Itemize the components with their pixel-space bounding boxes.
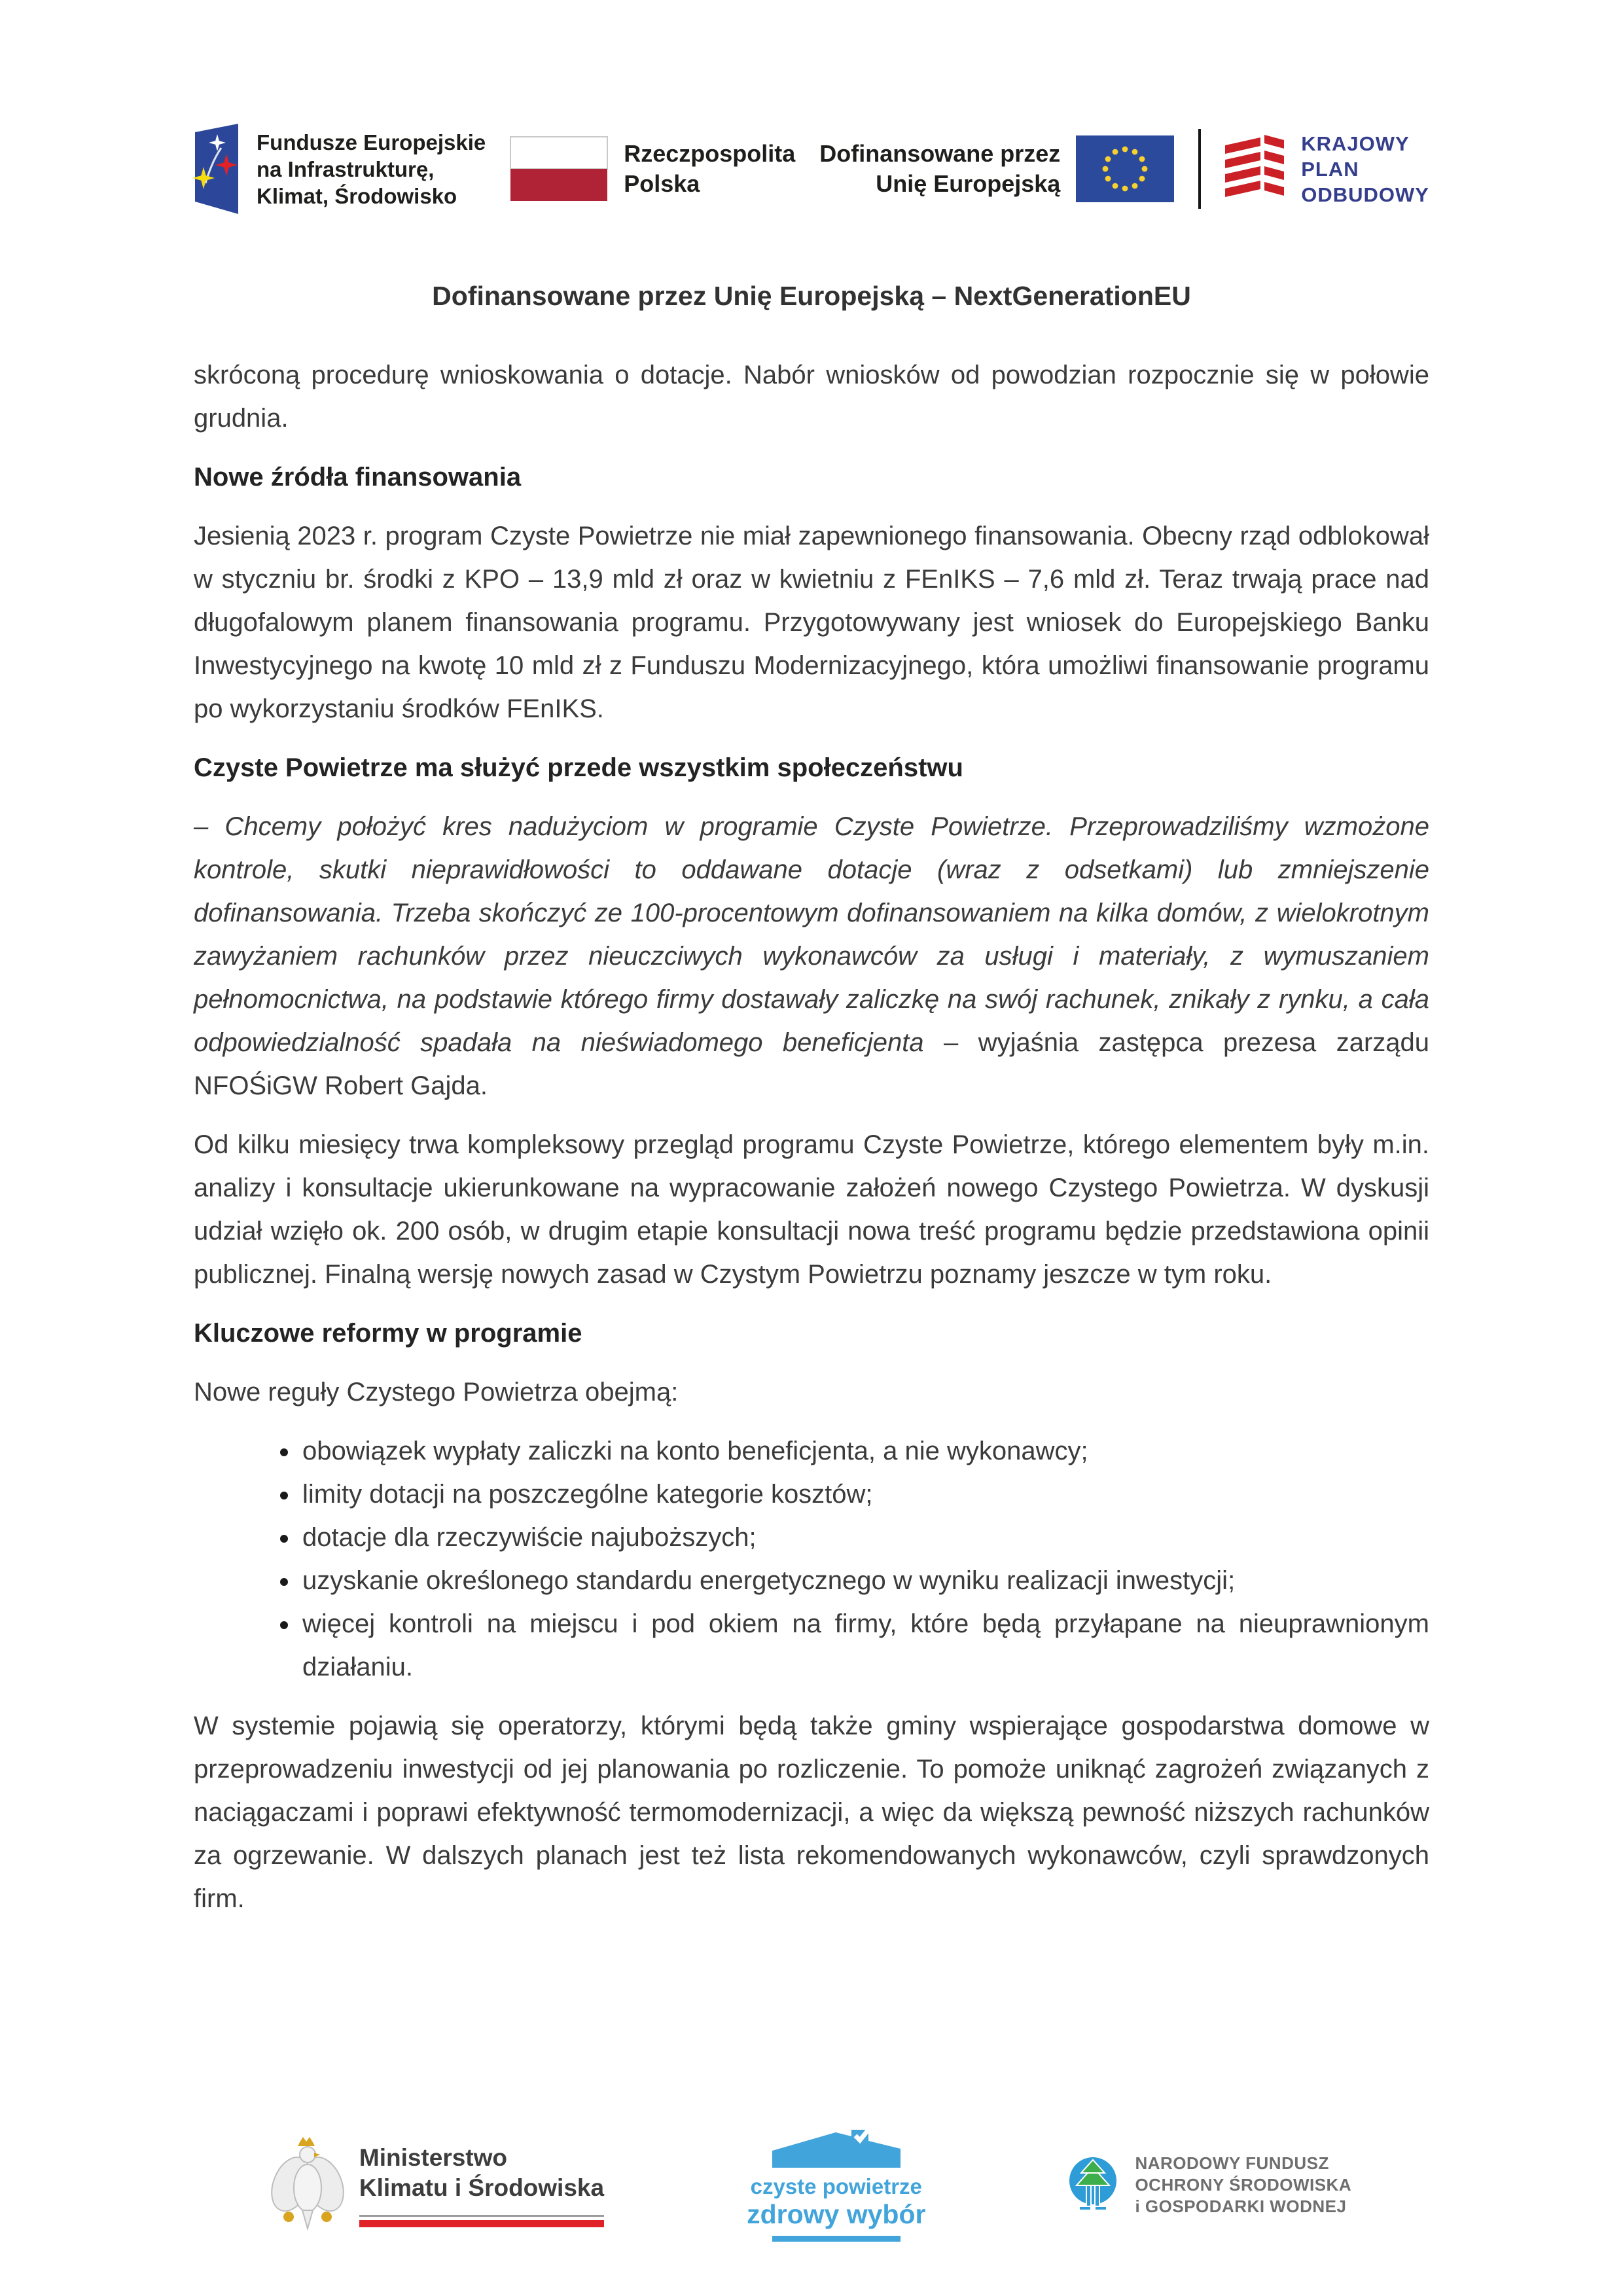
quote-paragraph — [194, 805, 1429, 1107]
eu-funds-logo — [194, 123, 486, 215]
section3-intro: Nowe reguły Czystego Powietrza obejmą: — [194, 1378, 679, 1407]
quote-attribution: – wyjaśnia zastępca prezesa zarządu NFOŚiGW Robert Gajda. — [194, 1028, 1430, 1100]
reforms-list — [194, 1429, 1429, 1689]
eu-flag-icon — [1076, 135, 1174, 202]
czyste-powietrze-logo — [747, 2128, 925, 2242]
list-item-text: więcej kontroli na miejscu i pod okiem na firmy, które będą przyłapane na nieuprawnionym działaniu. — [302, 1609, 1429, 1681]
nextgeneration-banner: Dofinansowane przez Unię Europejską – NextGenerationEU — [432, 281, 1191, 311]
poland-flag-icon — [510, 136, 608, 202]
funding-logos-header — [194, 110, 1429, 228]
ministry-line2: Klimatu i Środowiska — [359, 2174, 605, 2201]
ministry-label — [359, 2143, 604, 2227]
intro-paragraph: skróconą procedurę wnioskowania o dotacje. Nabór wniosków od powodzian rozpocznie się w połowie grudnia. — [194, 361, 1429, 433]
czyste-powietrze-line2: zdrowy wybór — [747, 2199, 926, 2229]
kpo-line3: ODBUDOWY — [1301, 183, 1429, 206]
section1-paragraph: Jesienią 2023 r. program Czyste Powietrze nie miał zapewnionego finansowania. Obecny rząd odblokował w styczniu br. środki z KPO – 13,9 mld zł oraz w kwietniu z FEnIKS – 7,6 mld zł. Teraz trwają prace nad długofalowym planem finansowania programu. Przygotowywany jest wniosek do Europejskiego Banku Inwestycyjnego na kwotę 10 mld zł z Funduszu Modernizacyjnego, która umożliwi finansowanie programu po wykorzystaniu środków FEnIKS. — [194, 522, 1429, 723]
section3-paragraph: W systemie pojawią się operatorzy, którymi będą także gminy wspierające gospodarstwa domowe w przeprowadzeniu inwestycji od jej planowania po rozliczenie. To pomoże uniknąć zagrożeń związanych z naciągaczami i poprawi efektywność termomodernizacji, a więc da większą pewność niższych rachunków za ogrzewanie. W dalszych planach jest też lista rekomendowanych wykonawców, czyli sprawdzonych firm. — [194, 1712, 1429, 1913]
poland-logo-label — [624, 139, 795, 199]
eu-cofunded-label — [819, 139, 1060, 199]
kpo-logo-label — [1301, 131, 1429, 207]
nfosigw-label — [1135, 2153, 1351, 2217]
kpo-eagle-icon — [1225, 134, 1285, 204]
eu-cofunded-line2: Unię Europejską — [876, 170, 1061, 197]
list-item-text: limity dotacji na poszczególne kategorie kosztów; — [302, 1480, 873, 1509]
list-item — [300, 1516, 1429, 1559]
eu-cofunded-logo — [819, 135, 1174, 202]
section1-heading: Nowe źródła finansowania — [194, 463, 522, 492]
section3-heading: Kluczowe reformy w programie — [194, 1319, 582, 1348]
ministry-logo — [272, 2136, 604, 2235]
list-item-text: uzyskanie określonego standardu energetycznego w wyniku realizacji inwestycji; — [302, 1566, 1236, 1595]
nfosigw-logo — [1068, 2153, 1351, 2217]
list-item-text: dotacje dla rzeczywiście najuboższych; — [302, 1523, 757, 1552]
czyste-powietrze-bar — [772, 2236, 901, 2242]
kpo-line1: KRAJOWY — [1301, 132, 1410, 155]
ministry-red-rule — [359, 2220, 604, 2227]
poland-line2: Polska — [624, 170, 700, 197]
house-check-icon — [772, 2128, 901, 2168]
nfosigw-line2: OCHRONY ŚRODOWISKA — [1135, 2175, 1352, 2195]
header-divider — [1198, 129, 1201, 209]
eu-funds-logo-label — [257, 129, 486, 209]
poland-line1: Rzeczpospolita — [624, 140, 796, 167]
ministry-line1: Ministerstwo — [359, 2144, 508, 2171]
document-body — [194, 353, 1429, 1936]
eu-funds-line1: Fundusze Europejskie — [257, 130, 486, 154]
czyste-powietrze-label — [747, 2174, 925, 2229]
list-item — [300, 1473, 1429, 1516]
kpo-logo — [1225, 131, 1429, 207]
eu-funds-line2: na Infrastrukturę, — [257, 156, 435, 181]
eu-cofunded-line1: Dofinansowane przez — [819, 140, 1061, 167]
nfosigw-line3: i GOSPODARKI WODNEJ — [1135, 2197, 1347, 2216]
poland-logo — [510, 136, 795, 202]
czyste-powietrze-line1: czyste powietrze — [750, 2174, 922, 2198]
tree-circle-icon — [1068, 2157, 1118, 2214]
institution-logos-footer — [194, 2128, 1429, 2242]
section2-paragraph: Od kilku miesięcy trwa kompleksowy przegląd programu Czyste Powietrze, którego elementem były m.in. analizy i konsultacje ukierunkowane na wypracowanie założeń nowego Czystego Powietrza. W dyskusji udział wzięło ok. 200 osób, w drugim etapie konsultacji nowa treść programu będzie przedstawiona opinii publicznej. Finalną wersję nowych zasad w Czystym Powietrzu poznamy jeszcze w tym roku. — [194, 1130, 1429, 1289]
quote-italic-text: – Chcemy położyć kres nadużyciom w programie Czyste Powietrze. Przeprowadziliśmy wzmożone kontrole, skutki nieprawidłowości to oddawane dotacje (wraz z odsetkami) lub zmniejszenie dofinansowania. Trzeba skończyć ze 100-procentowym dofinansowaniem na kilka domów, z wielokrotnym zawyżaniem rachunków przez nieuczciwych wykonawców za usługi i materiały, z wymuszaniem pełnomocnictwa, na podstawie którego firmy dostawały zaliczkę na swój rachunek, znikały z rynku, a cała odpowiedzialność spadała na nieświadomego beneficjenta — [194, 812, 1429, 1057]
nfosigw-line1: NARODOWY FUNDUSZ — [1135, 2153, 1329, 2173]
polish-eagle-icon — [272, 2136, 345, 2235]
kpo-line2: PLAN — [1301, 157, 1359, 181]
list-item — [300, 1559, 1429, 1602]
section2-heading: Czyste Powietrze ma służyć przede wszystkim społeczeństwu — [194, 753, 963, 782]
eu-funds-flag-icon — [194, 123, 240, 215]
list-item — [300, 1602, 1429, 1689]
ministry-gray-rule — [359, 2215, 604, 2217]
list-item-text: obowiązek wypłaty zaliczki na konto beneficjenta, a nie wykonawcy; — [302, 1437, 1088, 1465]
list-item — [300, 1429, 1429, 1473]
eu-funds-line3: Klimat, Środowisko — [257, 183, 457, 208]
